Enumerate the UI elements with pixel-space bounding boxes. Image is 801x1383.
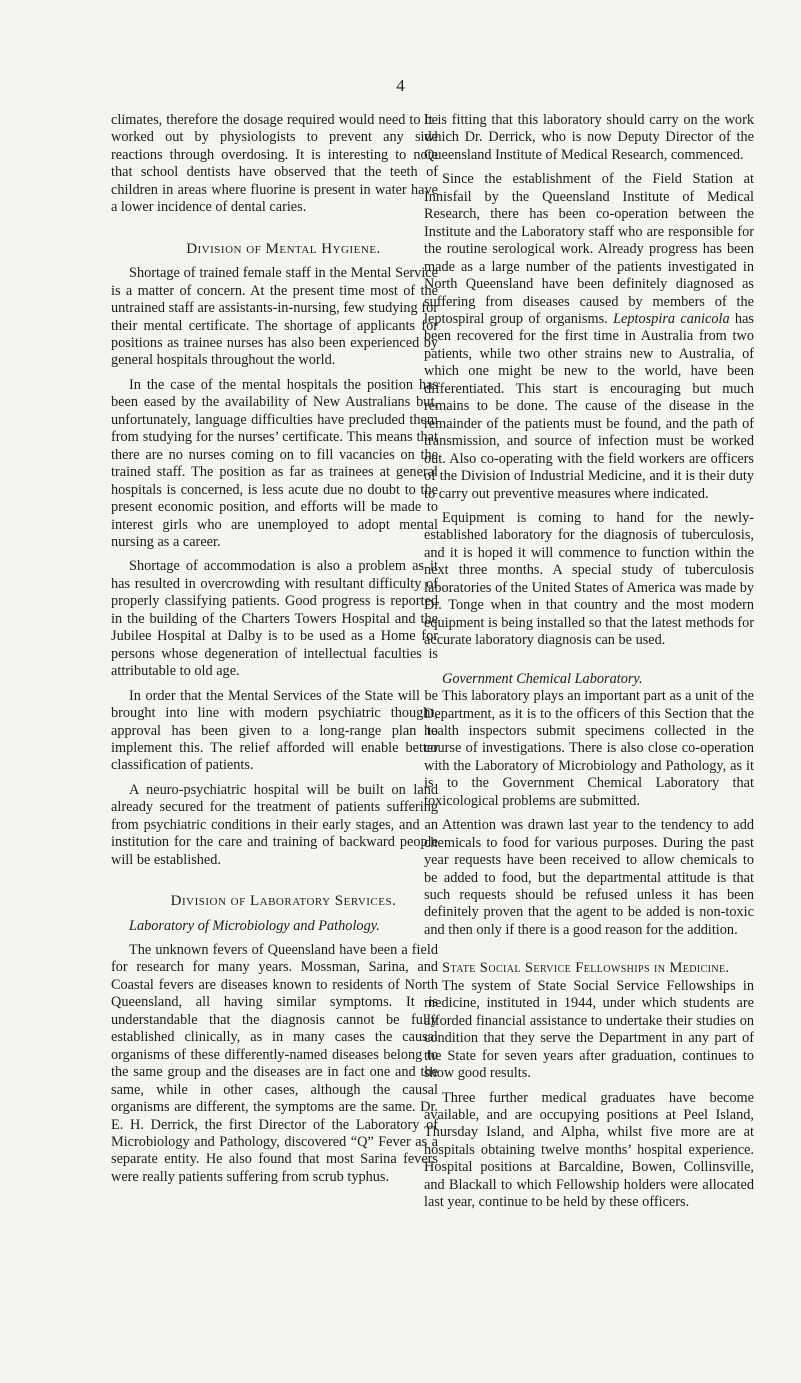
lab-paragraph-1: The unknown fevers of Queensland have been a field for research for many years. Mossman, Sarina, and Coastal fevers are diseases known to residents of North Queensland, all having similar symptoms. It is understandable that the diagnosis cannot be fully established clinically, as in many cases the causal organisms of these differently-named diseases belong to the same group and the diseases are in fact one and the same, while in other cases, although the causal organisms are different, the symptoms are the same. Dr. E. H. Derrick, the first Director of the Laboratory of Microbiology and Pathology, discovered “Q” Fever as a separate entity. He also found that most Sarina fevers were really patients suffering from scrub typhus.: [111, 942, 438, 1185]
mental-paragraph-4: In order that the Mental Services of the State will be brought into line with modern psychiatric thought, approval has been given to a long-range plan to implement this. The relief afforded will enable better classification of patients.: [111, 687, 438, 774]
section-heading-mental-hygiene: Division of Mental Hygiene.: [186, 240, 381, 257]
right-paragraph-2: [424, 171, 754, 503]
right-paragraph-3: Equipment is coming to hand for the newly-established laboratory for the diagnosis of tuberculosis, and it is hoped it will commence to function within the next three months. A special study of tuberculosis laboratories of the United States of America was made by Dr. Tonge when in that country and the most modern equipment is being installed so that the latest methods for accurate laboratory diagnosis can be used.: [424, 509, 754, 649]
gov-paragraph-1: This laboratory plays an important part as a unit of the Department, as it is to the officers of this Section that the health inspectors submit specimens collected in the course of investigations. There is also close co-operation with the Laboratory of Microbiology and Pathology, as it is to the Government Chemical Laboratory that toxicological problems are submitted.: [424, 688, 754, 809]
right-paragraph-2-text-b: has been recovered for the first time in Australia from two patients, while two other strains new to Australia, of which one might be new to the world, have been differentiated. This start is encouraging but much remains to be done. The cause of the disease in the remainder of the patients must be found, and the path of transmission, and source of infection must be worked out. Also co-operating with the field workers are officers of the Division of Industrial Medicine, and it is their duty to carry out preventive measures where indicated.: [424, 310, 754, 502]
subheading-microbiology-pathology: Laboratory of Microbiology and Pathology.: [129, 917, 380, 934]
section-heading-laboratory-services: Division of Laboratory Services.: [170, 893, 397, 910]
right-paragraph-2-text-a: Since the establishment of the Field Station at Innisfail by the Queensland Institute of Medical Research, there has been co-operation between the Institute and the Laboratory staff who are responsible for the routine serological work. Already progress has been made as a large number of the patients investigated in North Queensland have been definitely diagnosed as suffering from diseases caused by members of the leptospiral group of organisms.: [424, 171, 754, 327]
intro-paragraph: climates, therefore the dosage required would need to be worked out by physiologists to prevent any side reactions through overdosing. It is interesting to note that school dentists have observed that the teeth of children in areas where fluorine is present in water have a lower incidence of dental caries.: [111, 112, 438, 216]
subheading-government-chemical-laboratory: Government Chemical Laboratory.: [442, 670, 643, 687]
species-name-italic: Leptospira canicola: [613, 310, 730, 327]
gov-paragraph-2: Attention was drawn last year to the tendency to add chemicals to food for various purposes. During the past year requests have been received to allow chemicals to be added to food, but the departmental attitude is that such requests should be refused unless it has been definitely proven that the agent to be added is non-toxic and then only if there is a good reason for the addition.: [424, 817, 754, 938]
section-heading-fellowships: State Social Service Fellowships in Medicine.: [442, 960, 730, 977]
fellowship-paragraph-2: Three further medical graduates have become available, and are occupying positions at Peel Island, Thursday Island, and Alpha, whilst five more are at hospitals obtaining twelve months’ hospital experience. Hospital positions at Barcaldine, Bowen, Collinsville, and Blackall to which Fellowship holders were allocated last year, continue to be held by these officers.: [424, 1089, 754, 1211]
fellowship-paragraph-1: The system of State Social Service Fellowships in medicine, instituted in 1944, under which students are afforded financial assistance to undertake their studies on condition that they serve the Department in any part of the State for seven years after graduation, continues to show good results.: [424, 977, 754, 1082]
right-column: [424, 112, 754, 1212]
left-column: [111, 112, 438, 1186]
mental-paragraph-3: Shortage of accommodation is also a problem as it has resulted in overcrowding with resultant difficulty of properly classifying patients. Good progress is reported in the building of the Charters Towers Hospital and the Jubilee Hospital at Dalby is to be used as a Home for persons whose degeneration of intellectual faculties is attributable to old age.: [111, 558, 438, 680]
right-paragraph-1: It is fitting that this laboratory should carry on the work which Dr. Derrick, who is now Deputy Director of the Queensland Institute of Medical Research, commenced.: [424, 112, 754, 163]
mental-paragraph-1: Shortage of trained female staff in the Mental Service is a matter of concern. At the present time most of the untrained staff are assistants-in-nursing, few studying for their mental certificate. The shortage of applicants for positions as trainee nurses has also been experienced by general hospitals throughout the world.: [111, 265, 438, 369]
mental-paragraph-5: A neuro-psychiatric hospital will be built on land already secured for the treatment of patients suffering from psychiatric conditions in their early stages, and an institution for the care and training of backward people will be established.: [111, 781, 438, 868]
page-number: 4: [396, 76, 405, 95]
mental-paragraph-2: In the case of the mental hospitals the position has been eased by the availability of New Australians but, unfortunately, language difficulties have precluded them from studying for the nurses’ certificate. This means that there are no nurses coming on to fill vacancies on the trained staff. The position as far as trainees at general hospitals is concerned, is less acute due no doubt to the present economic position, and efforts will be made to interest girls who are unemployed to adopt mental nursing as a career.: [111, 376, 438, 550]
